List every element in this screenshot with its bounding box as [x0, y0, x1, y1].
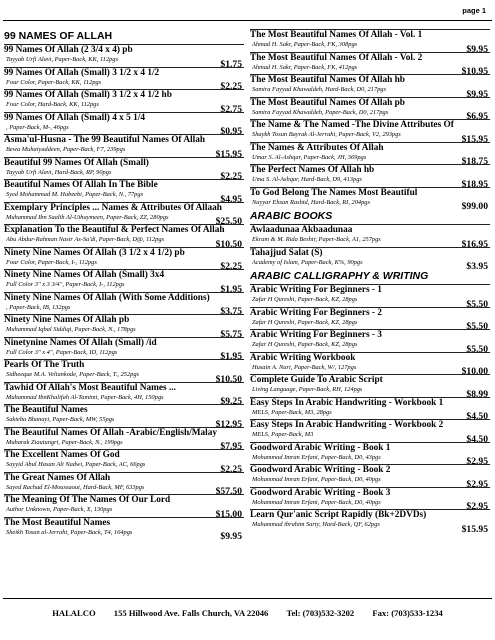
- entry-price: $2.25: [220, 171, 242, 182]
- entry-description: Husain A. Nuri, Paper-Back, W/, 127pgs: [252, 363, 357, 371]
- entry-title: The Most Beautiful Names: [4, 517, 111, 528]
- footer-company: HALALCO: [52, 608, 96, 618]
- left-column: [4, 29, 244, 542]
- section-title-arabic-books: ARABIC BOOKS: [250, 210, 333, 222]
- entry-description: Sidheeque M.A. Veliankode, Paper-Back, T., 252pgs: [6, 371, 140, 378]
- entry-price: $9.95: [220, 531, 242, 542]
- entry-price: $2.25: [220, 81, 242, 92]
- entry-description: Zafar H Qureshi, Paper-Back, KZ, 28pgs: [252, 296, 358, 303]
- entry-price: $0.95: [220, 126, 242, 137]
- entry-price: $12.95: [215, 418, 242, 430]
- entry-title: 99 Names Of Allah (Small) 3 1/2 x 4 1/2: [4, 67, 160, 78]
- entry-title: The Great Names Of Allah: [4, 472, 111, 483]
- catalog-entry: [250, 352, 490, 375]
- entry-title: Exemplary Principles ... Names & Attributes Of Allaah: [4, 202, 222, 213]
- entry-price: $16.95: [461, 238, 488, 250]
- catalog-entry: [4, 314, 244, 340]
- entry-title: Ninetynine Names Of Allah (Small) /id: [4, 337, 157, 348]
- entry-price: $57.50: [215, 486, 242, 497]
- entry-title: The Name & The Named -The Divine Attributes Of: [250, 120, 454, 130]
- entry-title: Ninety Nine Names Of Allah (With Some Additions): [4, 292, 210, 303]
- entry-description: Sayyid Abul Hasan Ali Nadwi, Paper-Back, AC, 66pgs: [6, 461, 146, 468]
- entry-description: , Paper-Back, IB, 132pgs: [6, 303, 71, 311]
- entry-price: $2.95: [466, 478, 488, 490]
- entry-price: $10.95: [461, 66, 488, 77]
- entry-title: 99 Names Of Allah (Small) 3 1/2 x 4 1/2 hb: [4, 90, 172, 100]
- entry-title: Beautiful 99 Names Of Allah (Small): [4, 157, 149, 168]
- entry-title: Goodword Arabic Writing - Book 3: [250, 487, 391, 498]
- entry-title: The Beautiful Names: [4, 405, 88, 415]
- catalog-entry: [4, 44, 244, 70]
- entry-title: The Most Beautiful Names Of Allah - Vol. 2: [250, 52, 423, 63]
- entry-title: Arabic Writing Workbook: [250, 352, 356, 363]
- entry-price: $5.75: [220, 328, 242, 340]
- entry-price: $4.50: [466, 411, 488, 422]
- entry-description: Ahmad H. Sakr, Paper-Back, FK, 308pgs: [252, 41, 358, 48]
- entry-title: Ninety Nine Names Of Allah (3 1/2 x 4 1/2) pb: [4, 247, 185, 258]
- catalog-entry: [250, 187, 490, 210]
- entry-price: $10.50: [215, 373, 242, 385]
- entry-title: The Most Beautiful Names Of Allah - Vol. 1: [250, 30, 423, 40]
- entry-description: Uma S. Al-Ashqar, Hard-Back, D9, 413pgs: [252, 176, 362, 183]
- catalog-entry: [250, 487, 490, 510]
- catalog-entry: [250, 247, 490, 270]
- entry-description: Mohammad Imran Erfani, Paper-Back, D0, 40pgs: [252, 498, 381, 506]
- entry-price: $3.75: [220, 306, 242, 317]
- entry-title: The Meaning Of The Names Of Our Lord: [4, 495, 171, 505]
- catalog-entry: [250, 284, 490, 310]
- catalog-entry: [4, 202, 244, 225]
- entry-price: $8.99: [466, 388, 488, 400]
- catalog-entry: [250, 509, 490, 535]
- entry-description: Mubarak Ziautungri, Paper-Back, N., 199pgs: [6, 438, 123, 446]
- entry-title: Awlaadunaa Akbaadunaa: [250, 225, 353, 235]
- entry-price: $18.75: [461, 156, 488, 167]
- entry-description: , Paper-Back, M-, 46pgs: [6, 123, 69, 131]
- entry-description: Sayed Rachad El-Moussaoui, Hard-Back, MF, 633pgs: [6, 483, 145, 491]
- entry-title: The Beautiful Names Of Allah -Arabic/English/Malay: [4, 427, 218, 438]
- entry-description: Mohammad Imran Erfani, Paper-Back, D0, 40pgs: [252, 476, 381, 483]
- entry-title: Beautiful Names Of Allah In The Bible: [4, 180, 158, 190]
- catalog-entry: [250, 164, 490, 190]
- entry-price: $10.00: [461, 366, 488, 377]
- catalog-entry: [4, 494, 244, 520]
- entry-description: Nayyar Ehsan Rashid, Hard-Back, RI, 204pgs: [252, 198, 370, 206]
- entry-price: $1.95: [220, 351, 242, 362]
- entry-price: $15.00: [215, 508, 242, 520]
- catalog-entry: [4, 472, 244, 495]
- catalog-entry: [250, 374, 490, 400]
- entry-price: $1.75: [220, 58, 242, 70]
- footer-fax: Fax: (703)533-1234: [372, 608, 443, 618]
- entry-price: $25.50: [215, 216, 242, 227]
- entry-title: Goodword Arabic Writing - Book 1: [250, 442, 391, 453]
- entry-title: The Most Beautiful Names Of Allah pb: [250, 97, 405, 108]
- entry-title: Easy Steps In Arabic Handwriting - Workbook 1: [250, 397, 444, 408]
- entry-title: Ninety Nine Names Of Allah (Small) 3x4: [4, 270, 165, 280]
- catalog-entry: [250, 397, 490, 420]
- catalog-entry: [250, 52, 490, 75]
- catalog-entry: [250, 442, 490, 465]
- entry-title: Easy Steps In Arabic Handwriting - Workbook 2: [250, 420, 444, 430]
- catalog-entry: [250, 142, 490, 165]
- entry-price: $15.95: [461, 523, 488, 535]
- entry-price: $5.50: [466, 298, 488, 310]
- entry-description: Umar S. Al-Ashqar, Paper-Back, JH, 369pgs: [252, 153, 367, 161]
- entry-price: $2.25: [220, 463, 242, 475]
- header-rule: [3, 20, 492, 21]
- entry-description: Syed Mohammad M. Habeebi, Paper-Back, N., 77pgs: [6, 191, 144, 198]
- entry-price: $18.95: [461, 178, 488, 190]
- entry-title: The Excellent Names Of God: [4, 450, 120, 460]
- entry-description: Ekram & M. Rida Beshir, Paper-Back, A1, 257pgs: [252, 236, 381, 243]
- entry-description: Tayyab Urfi Alavi, Hard-Back, RP, 90pgs: [6, 168, 112, 176]
- entry-price: $2.95: [466, 501, 488, 512]
- entry-description: Bewa Muhaiyaddeen, Paper-Back, F7, 239pgs: [6, 146, 126, 153]
- entry-title: The Most Beautiful Names Of Allah hb: [250, 75, 405, 85]
- entry-price: $1.95: [220, 283, 242, 295]
- entry-title: Goodword Arabic Writing - Book 2: [250, 465, 391, 475]
- catalog-entry: [250, 464, 490, 490]
- entry-price: $7.95: [220, 441, 242, 452]
- entry-description: Samira Fayyad Khawaldeh, Paper-Back, D0, 217pgs: [252, 108, 389, 116]
- entry-title: Ninety Nine Names Of Allah pb: [4, 315, 130, 325]
- entry-description: Samira Fayyad Khawaldeh, Hard-Back, D0, 217pgs: [252, 86, 386, 93]
- catalog-entry: [4, 89, 244, 115]
- left-entry-list: [4, 44, 244, 542]
- catalog-entry: [4, 157, 244, 180]
- entry-description: Muhammad ibrahim Surty, Hard-Back, QF, 62pgs: [252, 521, 380, 528]
- catalog-entry: [4, 382, 244, 405]
- catalog-entry: [4, 269, 244, 295]
- right-entry-list-2: [250, 224, 490, 272]
- entry-description: Full Color 3" x 4", Paper-Back, ID, 112pgs: [6, 348, 118, 356]
- entry-price: $6.95: [466, 111, 488, 122]
- entry-title: 99 Names Of Allah (2 3/4 x 4) pb: [4, 45, 133, 55]
- entry-description: Sakieba Bhanayi, Paper-Back, MW, 55pgs: [6, 416, 115, 423]
- footer: [0, 608, 495, 618]
- entry-price: $15.95: [461, 133, 488, 145]
- entry-description: Four Color, Paper-Back, I-, 112pgs: [6, 258, 97, 266]
- entry-description: Shaykh Tosun Bayrak Al-Jerrahi, Paper-Back, V2, 293pgs: [252, 131, 401, 138]
- footer-rule: [3, 598, 492, 599]
- entry-description: Author Unknown, Paper-Back, X, 130pgs: [6, 506, 113, 513]
- entry-price: $9.95: [466, 43, 488, 55]
- catalog-entry: [4, 517, 244, 540]
- entry-title: To God Belong The Names Most Beautiful: [250, 187, 418, 198]
- entry-description: Mohammad Imran Erfani, Paper-Back, D0, 43pgs: [252, 453, 381, 461]
- catalog-entry: [4, 67, 244, 90]
- entry-title: Arabic Writing For Beginners - 2: [250, 307, 382, 318]
- entry-price: $99.00: [461, 201, 488, 212]
- entry-description: Muhammad Ibn Saalih Al-Uthaymeen, Paper-Back, ZZ, 280pgs: [6, 213, 169, 221]
- catalog-entry: [4, 404, 244, 430]
- entry-price: $4.50: [466, 433, 488, 445]
- catalog-entry: [250, 29, 490, 55]
- entry-description: Academy of Islam, Paper-Back, K%, 90pgs: [252, 258, 363, 266]
- entry-title: Tawhid Of Allah's Most Beautiful Names ...: [4, 382, 176, 393]
- catalog-entry: [4, 427, 244, 450]
- catalog-entry: [4, 337, 244, 360]
- page-number: page 1: [462, 6, 486, 15]
- catalog-entry: [250, 307, 490, 330]
- entry-price: $10.50: [215, 238, 242, 250]
- entry-price: $15.95: [215, 148, 242, 160]
- entry-title: Learn Qur'anic Script Rapidly (Bk+2DVDs): [250, 510, 427, 520]
- entry-title: Pearls Of The Truth: [4, 360, 85, 370]
- entry-price: $2.75: [220, 103, 242, 115]
- entry-description: MELS, Paper-Back, M3, 28pgs: [252, 408, 332, 416]
- footer-address: 155 Hillwood Ave. Falls Church, VA 22046: [113, 608, 269, 618]
- catalog-entry: [4, 292, 244, 315]
- entry-price: $9.95: [466, 88, 488, 100]
- section-title-99-names: 99 NAMES OF ALLAH: [4, 30, 113, 42]
- entry-description: Four Color, Hard-Back, KK, 112pgs: [6, 101, 99, 108]
- entry-description: Ahmad H. Sakr, Paper-Back, FK, 412pgs: [252, 63, 358, 71]
- catalog-entry: [4, 359, 244, 385]
- entry-title: Tahajjud Salat (S): [250, 247, 323, 258]
- catalog-entry: [4, 179, 244, 205]
- entry-price: $5.50: [466, 321, 488, 332]
- entry-description: Zafar H Qureshi, Paper-Back, KZ, 28pgs: [252, 318, 358, 326]
- catalog-entry: [4, 224, 244, 250]
- catalog-entry: [250, 224, 490, 250]
- entry-description: Four Color, Paper-Back, KK, 112pgs: [6, 78, 102, 86]
- entry-title: Asma'ul-Husna - The 99 Beautiful Names Of Allah: [4, 135, 206, 145]
- entry-price: $4.95: [220, 193, 242, 205]
- entry-description: Muhammad IbnKhalifah Al-Tamimi, Paper-Back, 4H, 150pgs: [6, 393, 164, 401]
- entry-title: Arabic Writing For Beginners - 1: [250, 285, 382, 295]
- entry-title: Complete Guide To Arabic Script: [250, 375, 383, 385]
- catalog-entry: [250, 419, 490, 445]
- entry-price: $5.50: [466, 343, 488, 355]
- entry-description: MELS, Paper-Back, M3: [252, 431, 314, 438]
- catalog-entry: [250, 97, 490, 120]
- entry-title: Arabic Writing For Beginners - 3: [250, 330, 382, 340]
- catalog-entry: [250, 119, 490, 145]
- catalog-entry: [4, 134, 244, 160]
- entry-description: Living Language, Paper-Back, RH, 124pgs: [252, 386, 363, 393]
- footer-tel: Tel: (703)532-3202: [286, 608, 355, 618]
- right-column: [250, 29, 490, 535]
- entry-description: Muhammad Iqbal Siddiqi, Paper-Back, N., 178pgs: [6, 326, 136, 333]
- entry-price: $3.95: [466, 261, 488, 272]
- right-entry-list-3: [250, 284, 490, 535]
- entry-title: 99 Names Of Allah (Small) 4 x 5 1/4: [4, 112, 146, 123]
- catalog-entry: [4, 247, 244, 270]
- entry-description: Sheikh Tosun al-Jerrahi, Paper-Back, T4, 164pgs: [6, 528, 133, 536]
- entry-description: Tayyab Urfi Alavi, Paper-Back, KK, 112pgs: [6, 56, 118, 63]
- catalog-entry: [250, 74, 490, 100]
- entry-title: The Perfect Names Of Allah hb: [250, 165, 375, 175]
- entry-description: Zafar H Qureshi, Paper-Back, KZ, 28pgs: [252, 341, 358, 348]
- catalog-entry: [4, 112, 244, 135]
- entry-title: Explanation To the Beautiful & Perfect Names Of Allah: [4, 225, 225, 235]
- entry-price: $9.25: [220, 396, 242, 407]
- entry-title: The Names & Attributes Of Allah: [250, 142, 384, 153]
- right-entry-list-1: [250, 29, 490, 212]
- catalog-entry: [250, 329, 490, 355]
- entry-description: Abu Abdur-Rahman Nasir As-Sa'di, Paper-Back, D@, 112pgs: [6, 236, 165, 243]
- catalog-entry: [4, 449, 244, 475]
- entry-price: $2.95: [466, 456, 488, 467]
- entry-price: $2.25: [220, 261, 242, 272]
- entry-description: Full Color 3" x 3 3/4", Paper-Back, I-, 112pgs: [6, 281, 125, 288]
- section-title-arabic-calligraphy: ARABIC CALLIGRAPHY & WRITING: [250, 270, 429, 282]
